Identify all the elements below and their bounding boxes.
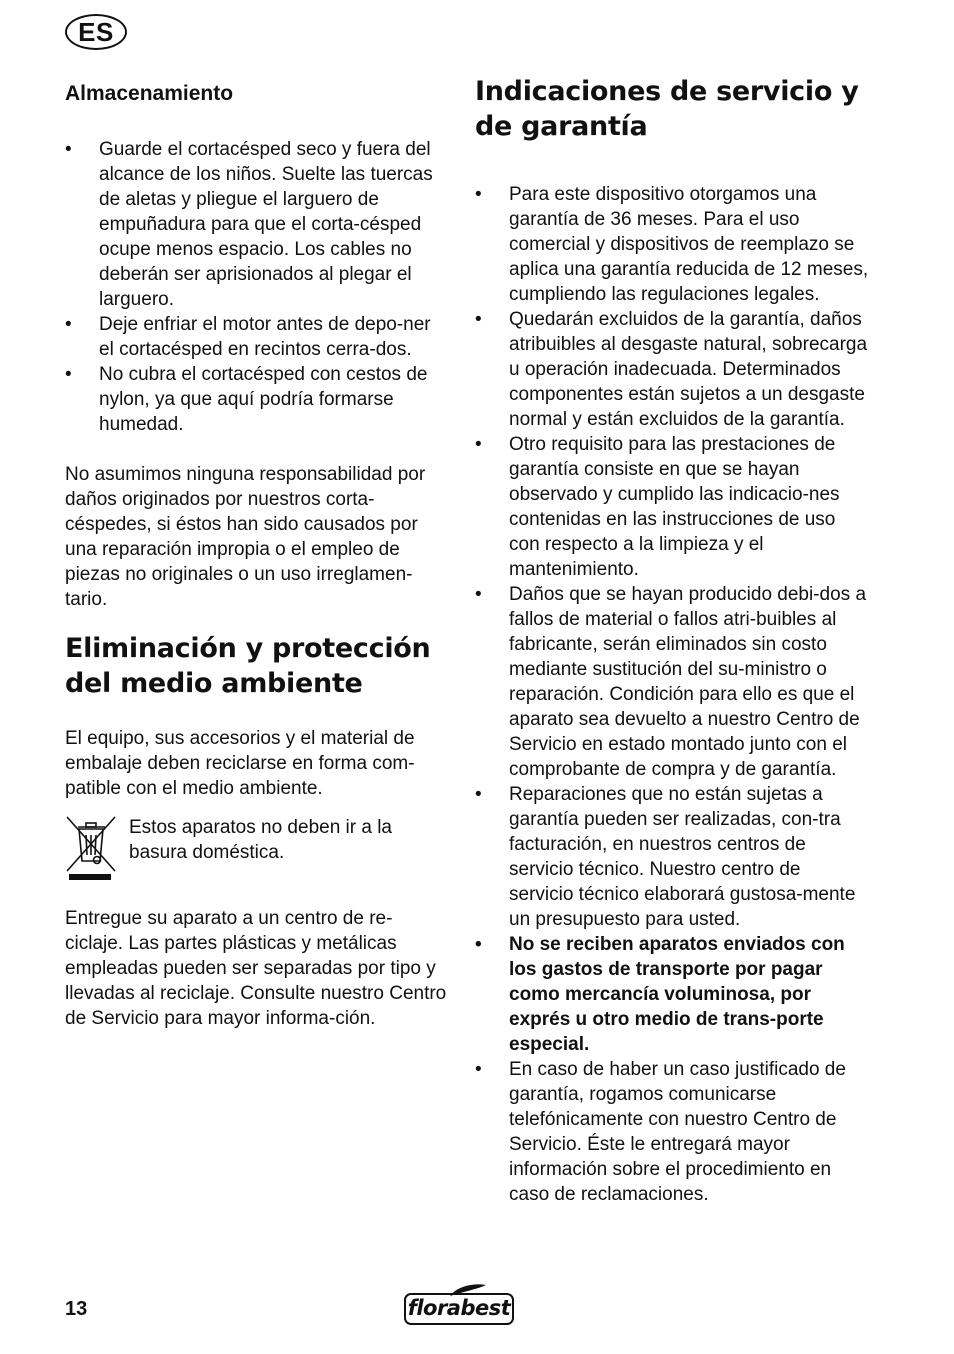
bullet-icon: • (475, 434, 482, 455)
list-item: • Deje enfriar el motor antes de depo-ner el cortacésped en recintos cerra-dos. (65, 314, 431, 360)
weee-text: Estos aparatos no deben ir a la basura doméstica. (129, 817, 393, 863)
page-number: 13 (65, 1298, 88, 1320)
left-column (65, 80, 450, 1031)
liability-paragraph: No asumimos ninguna responsabilidad por daños originados por nuestros corta-céspedes, si éstos han sido causados por una reparación impropia o el empleo de piezas no originales o un uso irreglamen-tario. (65, 464, 426, 610)
storage-list (65, 137, 450, 437)
language-badge: ES (65, 14, 127, 50)
bullet-icon: • (475, 584, 482, 605)
bullet-icon: • (65, 364, 72, 385)
list-item: • Otro requisito para las prestaciones de garantía consiste en que se hayan observado y cumplido las indicacio-nes contenidas en las instrucciones de uso con respecto a la limpieza y el mantenimiento. (475, 434, 840, 580)
crossed-out-wheelie-bin-icon (65, 815, 117, 881)
list-item: • Guarde el cortacésped seco y fuera del alcance de los niños. Suelte las tuercas de aletas y pliegue el larguero de empuñadura para que el corta-césped ocupe menos espacio. Los cables no deberán ser aprisionados al plegar el larguero. (65, 139, 433, 310)
weee-notice (65, 815, 450, 881)
disposal-heading: Eliminación y protección del medio ambiente (65, 633, 431, 699)
service-list (475, 182, 870, 1207)
list-item: • Daños que se hayan producido debi-dos a fallos de material o fallos atri-buibles al fabricante, serán eliminados sin costo mediante sustitución del su-ministro o reparación. Condición para ello es que el aparato sea devuelto a nuestro Centro de Servicio en estado montado junto con el comprobante de compra y de garantía. (475, 584, 867, 780)
service-heading: Indicaciones de servicio y de garantía (475, 76, 859, 142)
list-item: • En caso de haber un caso justificado de garantía, rogamos comunicarse telefónicamente con nuestro Centro de Servicio. Éste le entregará mayor información sobre el procedimiento en caso de reclamaciones. (475, 1059, 846, 1205)
recycle-paragraph: Entregue su aparato a un centro de re-ciclaje. Las partes plásticas y metálicas empleadas pueden ser separadas por tipo y llevadas al reciclaje. Consulte nuestro Centro de Servicio para mayor informa-ción. (65, 908, 447, 1029)
bullet-icon: • (65, 139, 72, 160)
bullet-icon: • (475, 184, 482, 205)
list-item: • No cubra el cortacésped con cestos de nylon, ya que aquí podría formarse humedad. (65, 364, 428, 435)
list-item: • Quedarán excluidos de la garantía, daños atribuibles al desgaste natural, sobrecarga u operación inadecuada. Determinados componentes están sujetos a un desgaste normal y están excluidos de la garantía. (475, 309, 868, 430)
brand-logo (404, 1283, 518, 1327)
list-item: • Reparaciones que no están sujetas a garantía pueden ser realizadas, con-tra facturación, en nuestros centros de servicio técnico. Nuestro centro de servicio técnico elaborará gustosa-mente un presupuesto para usted. (475, 784, 856, 930)
storage-heading: Almacenamiento (65, 82, 234, 105)
brand-name: florabest (407, 1296, 511, 1320)
right-column (475, 74, 870, 1207)
list-item: • Para este dispositivo otorgamos una garantía de 36 meses. Para el uso comercial y dispositivos de reemplazo se aplica una garantía reducida de 12 meses, cumpliendo las regulaciones legales. (475, 184, 869, 305)
disposal-paragraph: El equipo, sus accesorios y el material de embalaje deben reciclarse en forma com-patible con el medio ambiente. (65, 728, 415, 799)
bullet-icon: • (475, 1059, 482, 1080)
bullet-icon: • (65, 314, 72, 335)
list-item: • No se reciben aparatos enviados con los gastos de transporte por pagar como mercancía voluminosa, por exprés u otro medio de trans-porte especial. (475, 934, 845, 1055)
bullet-icon: • (475, 934, 482, 955)
bullet-icon: • (475, 309, 482, 330)
bullet-icon: • (475, 784, 482, 805)
